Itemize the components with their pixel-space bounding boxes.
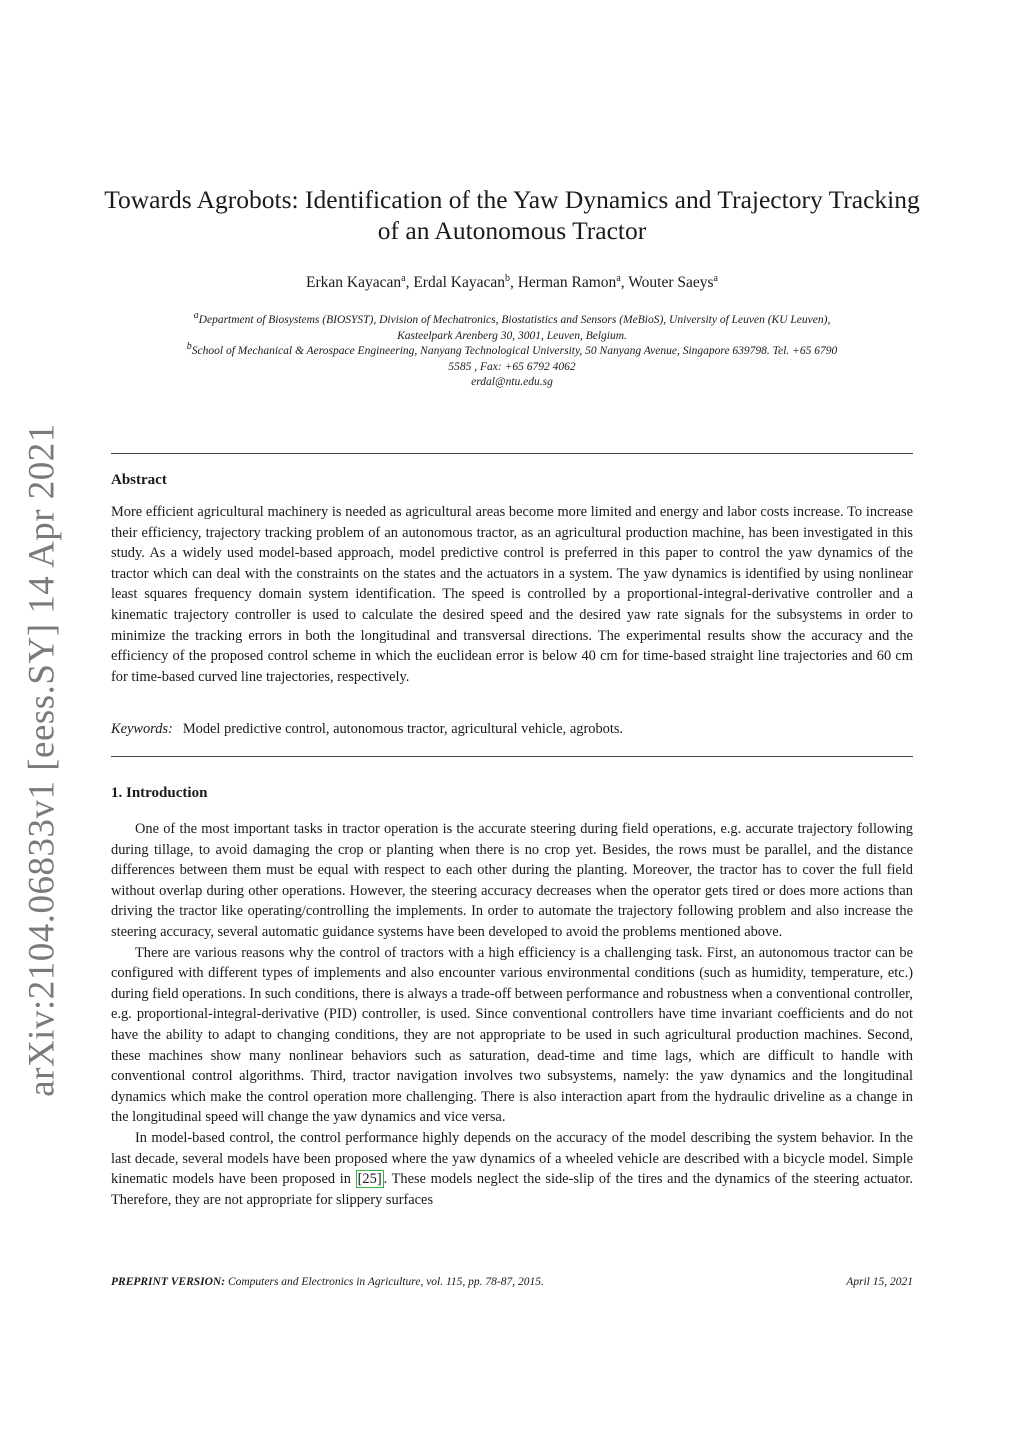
keywords bbox=[111, 719, 913, 740]
introduction-body bbox=[111, 819, 913, 1210]
citation-link[interactable]: [25] bbox=[357, 1171, 382, 1188]
footer-date: April 15, 2021 bbox=[846, 1276, 913, 1288]
affil-b-line-1: School of Mechanical & Aerospace Engineering, Nanyang Technological University, 50 Nanyang Avenue, Singapore 639798. Tel. +65 6790 bbox=[191, 345, 838, 357]
arxiv-sidebar-stamp bbox=[12, 423, 72, 1097]
intro-p3-text-1: In model-based control, the control performance highly depends on the accuracy of the model describing the system behavior. In the last decade, several models have been proposed where the yaw dynamics of a wheeled vehicle are described with a bicycle model. Simple kinematic models have been proposed in bbox=[111, 1129, 913, 1188]
author-name: Wouter Saeys bbox=[628, 274, 714, 291]
intro-paragraph-2: There are various reasons why the control of tractors with a high efficiency is a challenging task. First, an autonomous tractor can be configured with different types of implements and also encounter various environmental conditions (such as humidity, temperature, etc.) during field operations. In such conditions, there is always a trade-off between performance and robustness when a conventional controller, e.g. proportional-integral-derivative (PID) controller, is used. Since conventional controllers have time invariant coefficients and do not have the ability to adapt to changing conditions, they are not appropriate to be used in such agricultural production machines. Second, these machines show many nonlinear behaviors such as saturation, dead-time and time lags, which are difficult to handle with conventional control algorithms. Third, tractor navigation involves two subsystems, namely: the yaw dynamics and the longitudinal dynamics which make the control operation more challenging. There is also interaction apart from the hydraulic driveline as a change in the longitudinal speed will change the yaw dynamics and vice versa. bbox=[111, 944, 913, 1126]
author-name: Erdal Kayacan bbox=[413, 274, 505, 291]
affil-a-line-1: Department of Biosystems (BIOSYST), Division of Mechatronics, Biostatistics and Sensors (MeBioS), University of Leuven (KU Leuven), bbox=[198, 314, 831, 326]
intro-paragraph-1: One of the most important tasks in tractor operation is the accurate steering during field operations, e.g. accurate trajectory following during tillage, to avoid damaging the crop or planting when there is no crop yet. Besides, the rows must be parallel, and the distance differences between them must be equal with respect to each other during the planting. Moreover, the tractor has to cover the full field without overlap during other operations. However, the steering accuracy decreases when the operator gets tired or does more actions than driving the tractor like operating/controlling the implements. In order to automate the trajectory following problem and also increase the steering accuracy, several automatic guidance systems have been developed to avoid the problems mentioned above. bbox=[111, 821, 913, 940]
affil-a-line-2: Kasteelpark Arenberg 30, 3001, Leuven, Belgium. bbox=[397, 329, 627, 342]
author-name: Herman Ramon bbox=[517, 274, 617, 291]
intro-paragraph-3 bbox=[111, 1128, 913, 1210]
keywords-text: Model predictive control, autonomous tractor, agricultural vehicle, agrobots. bbox=[182, 721, 624, 737]
arxiv-id: arXiv:2104.06833v1 [eess.SY] 14 Apr 2021 bbox=[21, 423, 63, 1097]
abstract-text: More efficient agricultural machinery is needed as agricultural areas become more limited and energy and labor costs increase. To increase their efficiency, trajectory tracking problem of an autonomous tractor, as an agricultural production machine, has been investigated in this study. As a widely used model-based approach, model predictive control is preferred in this paper to control the yaw dynamics of the tractor which can deal with the constraints on the states and the actuators in a system. The yaw dynamics is identified by using nonlinear least squares frequency domain system identification. The speed is controlled by a proportional-integral-derivative controller and a kinematic trajectory controller is used to calculate the desired speed and the desired yaw rate signals for the subsystems in order to minimize the tracking errors in both the longitudinal and transversal directions. The experimental results show the accuracy and the efficiency of the proposed control scheme in which the euclidean error is below 40 cm for time-based straight line trajectories and 60 cm for time-based curved line trajectories, respectively. bbox=[111, 504, 913, 685]
footer-preprint-label: PREPRINT VERSION: bbox=[111, 1276, 226, 1288]
author-affil-mark: a bbox=[713, 272, 718, 284]
author-list: Erkan Kayacan$^a$, Erdal Kayacan$^b$, Herman Ramon$^a$, Wouter Saeys$^a$ bbox=[306, 272, 718, 291]
affil-b-line-2: 5585 , Fax: +65 6792 4062 bbox=[448, 360, 576, 373]
author-affil-mark: a bbox=[401, 272, 406, 284]
author-affil-mark: a bbox=[616, 272, 621, 284]
contact-email: erdal@ntu.edu.sg bbox=[471, 376, 553, 388]
abstract-bottom-rule bbox=[111, 756, 913, 757]
author-name: Erkan Kayacan bbox=[306, 274, 402, 291]
abstract-top-rule bbox=[111, 453, 913, 454]
keywords-label: Keywords: bbox=[111, 721, 173, 737]
author-affil-mark: b bbox=[504, 272, 510, 284]
page-footer bbox=[111, 1276, 913, 1288]
section-heading-introduction: 1. Introduction bbox=[111, 785, 208, 801]
title-line-2: of an Autonomous Tractor bbox=[377, 216, 647, 245]
footer-journal: Computers and Electronics in Agriculture, vol. 115, pp. 78-87, 2015. bbox=[227, 1276, 544, 1288]
affiliations bbox=[104, 310, 920, 391]
title-line-1: Towards Agrobots: Identification of the Yaw Dynamics and Trajectory Tracking bbox=[104, 185, 920, 214]
intro-p3-text-2: . These models neglect the side-slip of the tires and the dynamics of the steering actuator. Therefore, they are not appropriate for slippery surfaces bbox=[111, 1171, 914, 1208]
affil-mark-a: a bbox=[193, 310, 199, 322]
affil-mark-b: b bbox=[186, 341, 192, 353]
paper-title bbox=[100, 184, 924, 246]
abstract-heading: Abstract bbox=[111, 472, 167, 488]
